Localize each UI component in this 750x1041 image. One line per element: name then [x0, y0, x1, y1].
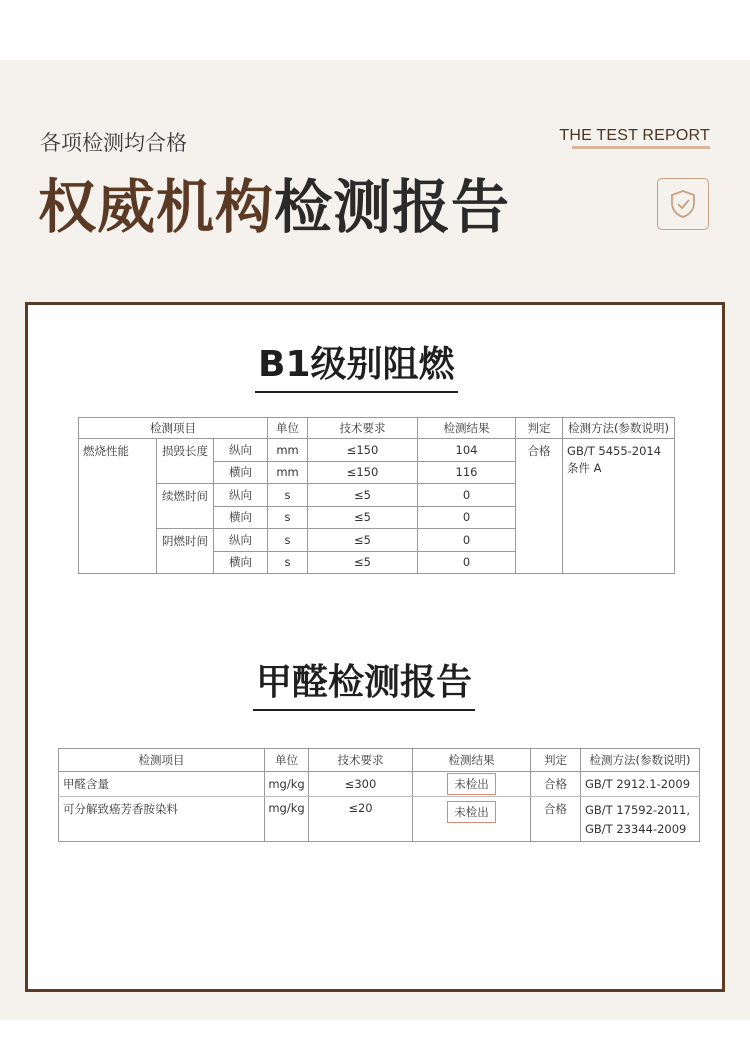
- group-name: 损毁长度: [157, 439, 214, 484]
- formaldehyde-table: [58, 748, 700, 842]
- header-requirement: 技术要求: [309, 749, 413, 772]
- title-underline: [253, 709, 475, 711]
- result-highlight: 未检出: [447, 773, 496, 795]
- page-title-part2: 检测报告: [274, 173, 511, 241]
- header-verdict: 判定: [516, 418, 563, 439]
- formaldehyde-title: [256, 654, 472, 705]
- header-result: 检测结果: [413, 749, 531, 772]
- result-cell: 116: [418, 461, 516, 484]
- header-verdict: 判定: [531, 749, 581, 772]
- verdict-cell: 合格: [516, 439, 563, 574]
- header-requirement: 技术要求: [308, 418, 418, 439]
- direction-cell: 横向: [214, 551, 268, 574]
- item-cell: 甲醛含量: [59, 772, 265, 797]
- flame-retardant-title: [258, 336, 455, 387]
- method-cell: GB/T 2912.1-2009: [581, 772, 700, 797]
- requirement-cell: ≤5: [308, 484, 418, 507]
- english-title: THE TEST REPORT: [559, 127, 710, 144]
- page-title-part1: 权威机构: [38, 173, 275, 241]
- header-item: 检测项目: [79, 418, 268, 439]
- unit-cell: mm: [268, 461, 308, 484]
- unit-cell: s: [268, 551, 308, 574]
- requirement-cell: ≤150: [308, 439, 418, 462]
- formaldehyde-title-text: 甲醛检测报告: [256, 662, 473, 703]
- header-unit: 单位: [268, 418, 308, 439]
- shield-check-icon: [657, 178, 709, 230]
- method-cell: GB/T 17592-2011, GB/T 23344-2009: [581, 797, 700, 842]
- title-underline: [255, 391, 458, 393]
- result-cell: 0: [418, 484, 516, 507]
- group-name: 阴燃时间: [157, 529, 214, 574]
- requirement-cell: ≤5: [308, 529, 418, 552]
- header-unit: 单位: [265, 749, 309, 772]
- verdict-cell: 合格: [531, 797, 581, 842]
- method-cell: GB/T 5455-2014 条件 A: [563, 439, 675, 574]
- unit-cell: mg/kg: [265, 772, 309, 797]
- header-item: 检测项目: [59, 749, 265, 772]
- direction-cell: 纵向: [214, 484, 268, 507]
- direction-cell: 横向: [214, 461, 268, 484]
- requirement-cell: ≤300: [309, 772, 413, 797]
- direction-cell: 横向: [214, 506, 268, 529]
- requirement-cell: ≤5: [308, 551, 418, 574]
- direction-cell: 纵向: [214, 439, 268, 462]
- requirement-cell: ≤20: [309, 797, 413, 842]
- group-name: 续燃时间: [157, 484, 214, 529]
- requirement-cell: ≤150: [308, 461, 418, 484]
- flame-retardant-title-text: B1级别阻燃: [258, 344, 455, 385]
- item-cell: 可分解致癌芳香胺染料: [59, 797, 265, 842]
- result-cell: [413, 797, 531, 842]
- requirement-cell: ≤5: [308, 506, 418, 529]
- flame-retardant-table: [78, 417, 675, 574]
- result-cell: 0: [418, 551, 516, 574]
- page-subtitle: 各项检测均合格: [40, 131, 187, 155]
- result-highlight: 未检出: [447, 801, 496, 823]
- result-cell: 0: [418, 529, 516, 552]
- category-cell: 燃烧性能: [79, 439, 157, 574]
- direction-cell: 纵向: [214, 529, 268, 552]
- result-cell: 104: [418, 439, 516, 462]
- unit-cell: mg/kg: [265, 797, 309, 842]
- unit-cell: mm: [268, 439, 308, 462]
- unit-cell: s: [268, 484, 308, 507]
- result-cell: 0: [418, 506, 516, 529]
- verdict-cell: 合格: [531, 772, 581, 797]
- unit-cell: s: [268, 506, 308, 529]
- result-cell: [413, 772, 531, 797]
- english-title-underline: [572, 146, 710, 149]
- header-method: 检测方法(参数说明): [563, 418, 675, 439]
- header-method: 检测方法(参数说明): [581, 749, 700, 772]
- report-frame: [25, 302, 725, 992]
- header-result: 检测结果: [418, 418, 516, 439]
- unit-cell: s: [268, 529, 308, 552]
- page-title: [38, 172, 510, 242]
